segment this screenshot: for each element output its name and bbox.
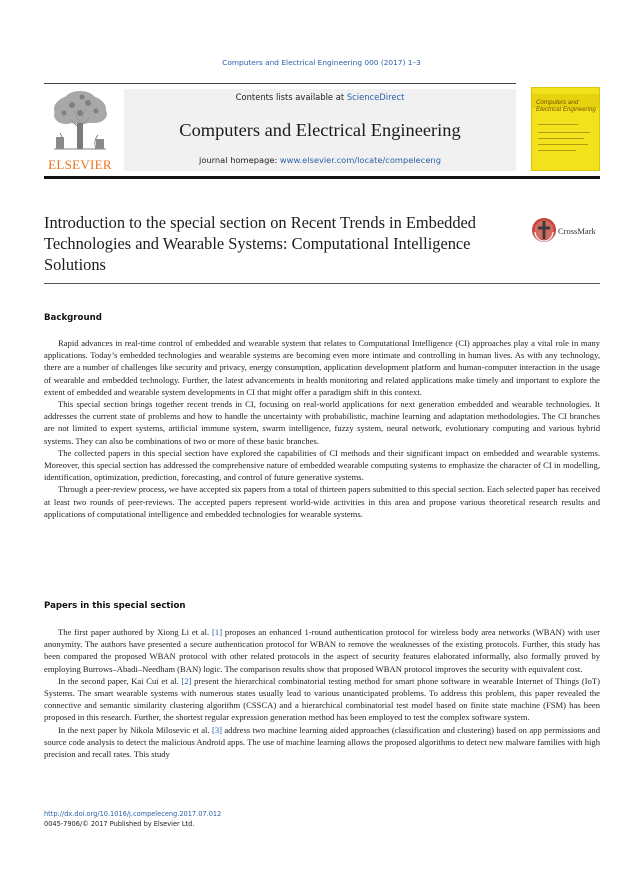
paragraph bbox=[44, 724, 600, 761]
publisher-name: ELSEVIER bbox=[48, 157, 112, 172]
journal-masthead bbox=[44, 83, 600, 179]
journal-info-panel bbox=[124, 89, 516, 171]
crossmark-icon bbox=[531, 217, 557, 243]
paragraph: Through a peer-review process, we have accepted six papers from a total of thirteen papers submitted to this special section. Each selected paper has received at least two rounds of peer-reviews. The accepted papers represent world-wide activities in this area and propose various theoretical research results and applications of computational intelligence and embedded technologies for wearable systems. bbox=[44, 484, 600, 519]
citation-link[interactable]: [2] bbox=[181, 675, 192, 686]
cover-rule bbox=[538, 150, 576, 151]
paragraph-text: In the second paper, Kai Cui et al. bbox=[58, 675, 182, 686]
citation-link[interactable]: [1] bbox=[212, 627, 223, 637]
paragraph-text: address two machine learning aided approaches (classification and clustering) based on app permissions and source code analysis to detect the malicious Android apps. The use of machine learning allows the proposed algorithms to detect new malware families with high precision and recall rates. This study bbox=[44, 724, 601, 760]
cover-rule bbox=[538, 124, 578, 125]
journal-homepage-link[interactable]: www.elsevier.com/locate/compeleceng bbox=[279, 155, 441, 165]
cover-title: Computers and Electrical Engineering bbox=[536, 99, 596, 113]
paragraph bbox=[44, 626, 600, 675]
background-section-body bbox=[44, 337, 600, 520]
paragraph-text: present the hierarchical combinatorial testing method for smart phone software in wearable Internet of Things (IoT) Systems. The smart wearable systems with numerous states usually lead to various unanticipated problems. To address this problem, this paper revealed the connective and semantic similarity clustering algorithm (CSSCA) and a hierarchical combinatorial test model based on finite state machine (FSM) has been proposed in this research. Further, the shortest regular expression generation method has been employed to test the complex software system. bbox=[44, 675, 600, 723]
paragraph-text: In the next paper by Nikola Milosevic et al. bbox=[58, 724, 212, 735]
tree-logo-icon bbox=[44, 89, 116, 153]
paragraph-text: proposes an enhanced 1-round authentication protocol for wireless body area networks (WBAN) with user anonymity. The authors have presented a secure authentication protocol for WBAN to remove the weaknesses of the existing protocols. Further, this study has been compared the proposed WBAN protocol with other related protocols in the aspect of security features elaborated informally, also formally proved by employing Burrows–Abadi–Needham (BAN) logic. The comparison results show that proposed WBAN protocol improves the security with equivalent cost. bbox=[44, 627, 600, 674]
crossmark-label: CrossMark bbox=[558, 226, 596, 236]
cover-rule bbox=[538, 138, 584, 139]
papers-section-body bbox=[44, 626, 600, 760]
paragraph: Rapid advances in real-time control of embedded and wearable system that relates to Computational Intelligence (CI) approaches play a vital role in many applications. Today’s embedded technologies and wearable systems are becoming even more intimate and controlling in human lives. As with any technology, there are a number of challenges like security and privacy, energy consumption, application development platform and human-computer interaction in the usage of wearable and embedded technology. Further, the latest advancements in health monitoring and related applications make timely and important to explore the extent of embedded and wearable system developments in CI that might offer a paradigm shift in this context. bbox=[44, 338, 600, 397]
title-rule bbox=[44, 283, 600, 284]
contents-availability bbox=[124, 92, 516, 102]
journal-title: Computers and Electrical Engineering bbox=[179, 120, 461, 140]
paragraph: The collected papers in this special section have explored the capabilities of CI methods and their significant impact on embedded and wearable systems. Moreover, this special section has addressed the comprehensive nature of embedded wearable computing systems to emphasize the character of CI in modelling, identification, optimization, prediction, forecasting, and control of future generative systems. bbox=[44, 447, 600, 483]
homepage-prefix: journal homepage: bbox=[199, 155, 280, 165]
section-heading-background: Background bbox=[44, 313, 102, 323]
article-title: Introduction to the special section on Recent Trends in Embedded Technologies and Wearable Systems: Computational Intelligence Solutions bbox=[44, 213, 476, 274]
running-head[interactable]: Computers and Electrical Engineering 000 (2017) 1–3 bbox=[222, 58, 421, 67]
paragraph bbox=[44, 675, 600, 724]
journal-homepage bbox=[124, 155, 516, 165]
citation-link[interactable]: [3] bbox=[211, 724, 222, 735]
issn-copyright: 0045-7906/© 2017 Published by Elsevier Ltd. bbox=[44, 819, 195, 828]
page-footer bbox=[44, 810, 221, 829]
paragraph: This special section brings together recent trends in CI, focusing on real-world applications for next generation embedded and wearable technologies. It addresses the current state of problems and how to handle the uncertainty with probabilistic, machine learning and adaptation methodologies. The CI branches are not limited to expert systems, artificial immune system, swarm intelligence, fuzzy system, neural network, evolutionary computing and various hybrid systems. They can also be combinations of two or more of these basic branches. bbox=[44, 399, 600, 446]
paragraph-text: The first paper authored by Xiong Li et al. bbox=[58, 627, 213, 637]
journal-cover-thumbnail[interactable] bbox=[531, 87, 600, 171]
contents-prefix: Contents lists available at bbox=[235, 92, 347, 102]
doi-link[interactable]: http://dx.doi.org/10.1016/j.compeleceng.2017.07.012 bbox=[44, 810, 222, 818]
cover-rule bbox=[538, 144, 588, 145]
masthead-top-rule bbox=[44, 83, 516, 84]
sciencedirect-link[interactable]: ScienceDirect bbox=[346, 92, 405, 102]
elsevier-tree-logo bbox=[44, 89, 116, 172]
crossmark-badge[interactable] bbox=[531, 217, 603, 245]
section-heading-papers: Papers in this special section bbox=[44, 601, 186, 611]
masthead-bottom-rule bbox=[44, 176, 600, 179]
cover-rule bbox=[538, 132, 590, 133]
